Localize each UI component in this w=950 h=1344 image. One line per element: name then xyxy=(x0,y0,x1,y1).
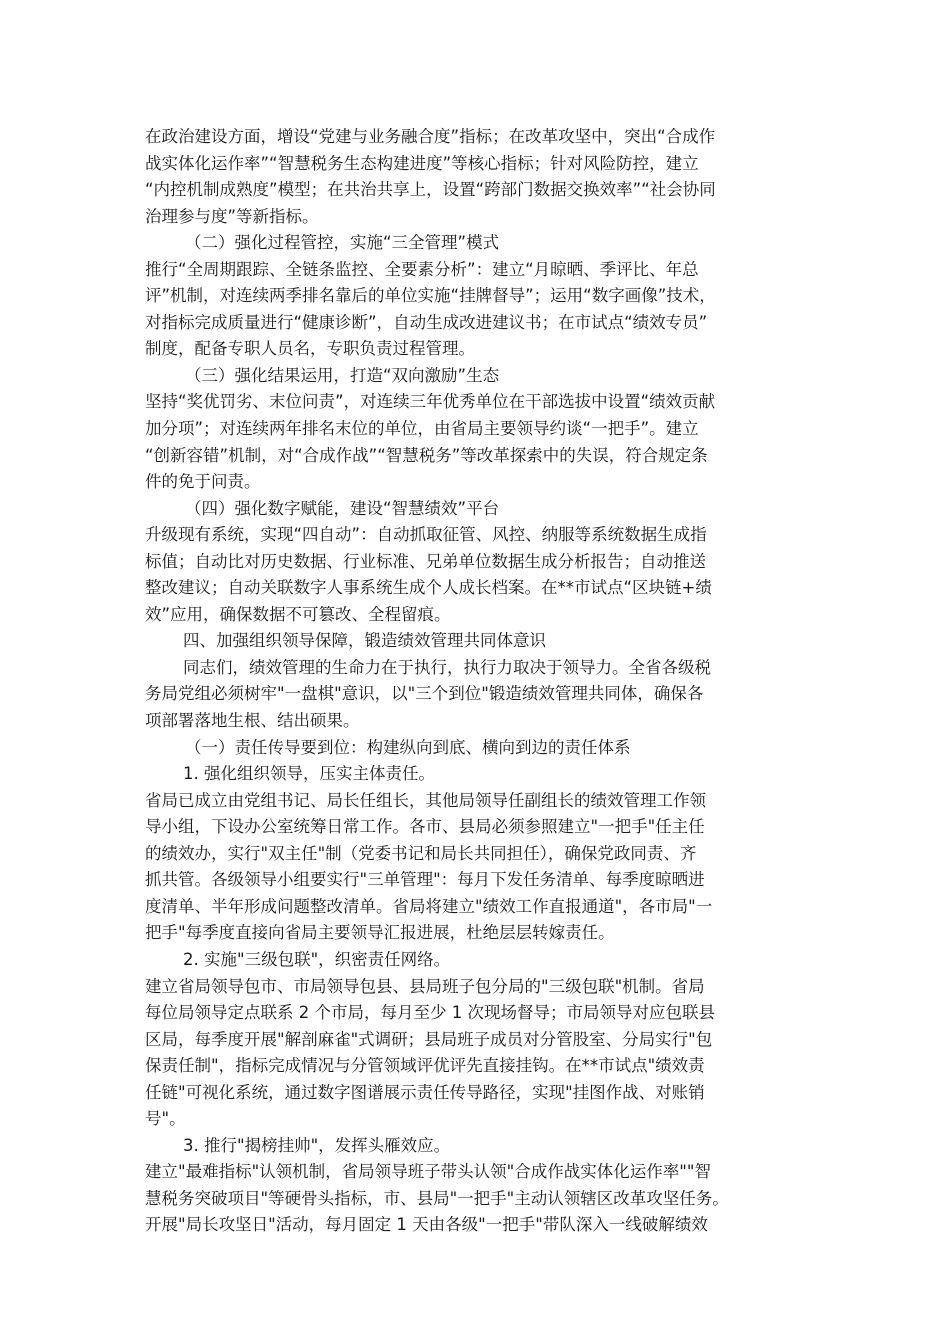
body-text-line: 的绩效办，实行"双主任"制（党委书记和局长共同担任），确保党政同责、齐 xyxy=(145,843,697,863)
body-text-line: 制度，配备专职人员名，专职负责过程管理。 xyxy=(145,339,475,359)
body-text-line: 整改建议；自动关联数字人事系统生成个人成长档案。在**市试点“区块链+绩 xyxy=(145,578,712,598)
section-heading: （四）强化数字赋能，建设“智慧绩效”平台 xyxy=(185,498,500,518)
section-heading: （三）强化结果运用，打造“双向激励”生态 xyxy=(185,365,500,385)
body-text-line: 加分项”；对连续两年排名末位的单位，由省局主要领导约谈“一把手”。建立 xyxy=(145,419,699,439)
body-text-line: 保责任制"，指标完成情况与分管领域评优评先直接挂钩。在**市试点"绩效责 xyxy=(145,1056,705,1076)
body-text-line: 推行“全周期跟踪、全链条监控、全要素分析”：建立“月晾晒、季评比、年总 xyxy=(145,259,699,279)
body-text-line: 务局党组必须树牢"一盘棋"意识，以"三个到位"锻造绩效管理共同体，确保各 xyxy=(145,684,704,704)
body-text-line: 任链"可视化系统，通过数字图谱展示责任传导路径，实现"挂图作战、对账销 xyxy=(145,1082,705,1102)
numbered-heading: 3. 推行"揭榜挂帅"，发挥头雁效应。 xyxy=(183,1135,451,1155)
body-text-line: 每位局领导定点联系 2 个市局，每月至少 1 次现场督导；市局领导对应包联县 xyxy=(145,1003,715,1023)
body-text-line: 对指标完成质量进行“健康诊断”，自动生成改进建议书；在市试点“绩效专员” xyxy=(145,312,708,332)
section-heading: （二）强化过程管控，实施“三全管理”模式 xyxy=(185,233,500,253)
body-text-line: 导小组，下设办公室统筹日常工作。各市、县局必须参照建立"一把手"任主任 xyxy=(145,817,705,837)
body-text-line: 在政治建设方面，增设“党建与业务融合度”指标；在改革攻坚中，突出“合成作 xyxy=(145,127,716,146)
body-text-line: 战实体化运作率”“智慧税务生态构建进度”等核心指标；针对风险防控，建立 xyxy=(145,153,699,173)
numbered-heading: 1. 强化组织领导，压实主体责任。 xyxy=(183,764,435,784)
body-text-line: 慧税务突破项目"等硬骨头指标，市、县局"一把手"主动认领辖区改革攻坚任务。 xyxy=(145,1188,729,1208)
body-text-line: 效”应用，确保数据不可篡改、全程留痕。 xyxy=(145,604,451,624)
body-text-line: 区局，每季度开展"解剖麻雀"式调研；县局班子成员对分管股室、分局实行"包 xyxy=(145,1029,713,1049)
body-text-line: 项部署落地生根、结出硕果。 xyxy=(145,711,360,731)
body-text-line: 标值；自动比对历史数据、行业标准、兄弟单位数据生成分析报告；自动推送 xyxy=(145,551,706,571)
body-text-line: 评”机制，对连续两季排名靠后的单位实施“挂牌督导”；运用“数字画像”技术， xyxy=(145,286,716,306)
body-text-line: 抓共管。各级领导小组要实行"三单管理"：每月下发任务清单、每季度晾晒进 xyxy=(145,870,705,890)
body-text-line: “内控机制成熟度”模型；在共治共享上，设置“跨部门数据交换效率”“社会协同 xyxy=(145,180,716,200)
paragraph-start-line: 同志们，绩效管理的生命力在于执行，执行力取决于领导力。全省各级税 xyxy=(183,657,711,677)
body-text-line: 省局已成立由党组书记、局长任组长，其他局领导任副组长的绩效管理工作领 xyxy=(145,790,706,810)
body-text-line: 治理参与度”等新指标。 xyxy=(145,206,319,226)
numbered-heading: 2. 实施"三级包联"，织密责任网络。 xyxy=(183,949,451,969)
body-text-line: 建立"最难指标"认领机制，省局领导班子带头认领"合成作战实体化运作率""智 xyxy=(145,1162,711,1182)
body-text-line: 开展"局长攻坚日"活动，每月固定 1 天由各级"一把手"带队深入一线破解绩效 xyxy=(145,1215,708,1235)
body-text-line: 度清单、半年形成问题整改清单。省局将建立"绩效工作直报通道"，各市局"一 xyxy=(145,896,713,916)
body-text-line: 把手"每季度直接向省局主要领导汇报进展，杜绝层层转嫁责任。 xyxy=(145,923,615,943)
section-heading: （一）责任传导要到位：构建纵向到底、横向到边的责任体系 xyxy=(185,737,631,757)
body-text-line: 升级现有系统，实现“四自动”：自动抓取征管、风控、纳服等系统数据生成指 xyxy=(145,525,707,545)
paragraph-start-line: 四、加强组织领导保障，锻造绩效管理共同体意识 xyxy=(183,631,546,651)
body-text-line: 建立省局领导包市、市局领导包县、县局班子包分局的"三级包联"机制。省局 xyxy=(145,976,705,996)
body-text-line: 号"。 xyxy=(145,1109,186,1129)
body-text-line: 坚持“奖优罚劣、末位问责”，对连续三年优秀单位在干部选拔中设置“绩效贡献 xyxy=(145,392,716,412)
document-body xyxy=(145,124,817,1239)
body-text-line: “创新容错”机制，对“合成作战”“智慧税务”等改革探索中的失误，符合规定条 xyxy=(145,445,708,465)
body-text-line: 件的免于问责。 xyxy=(145,472,261,492)
